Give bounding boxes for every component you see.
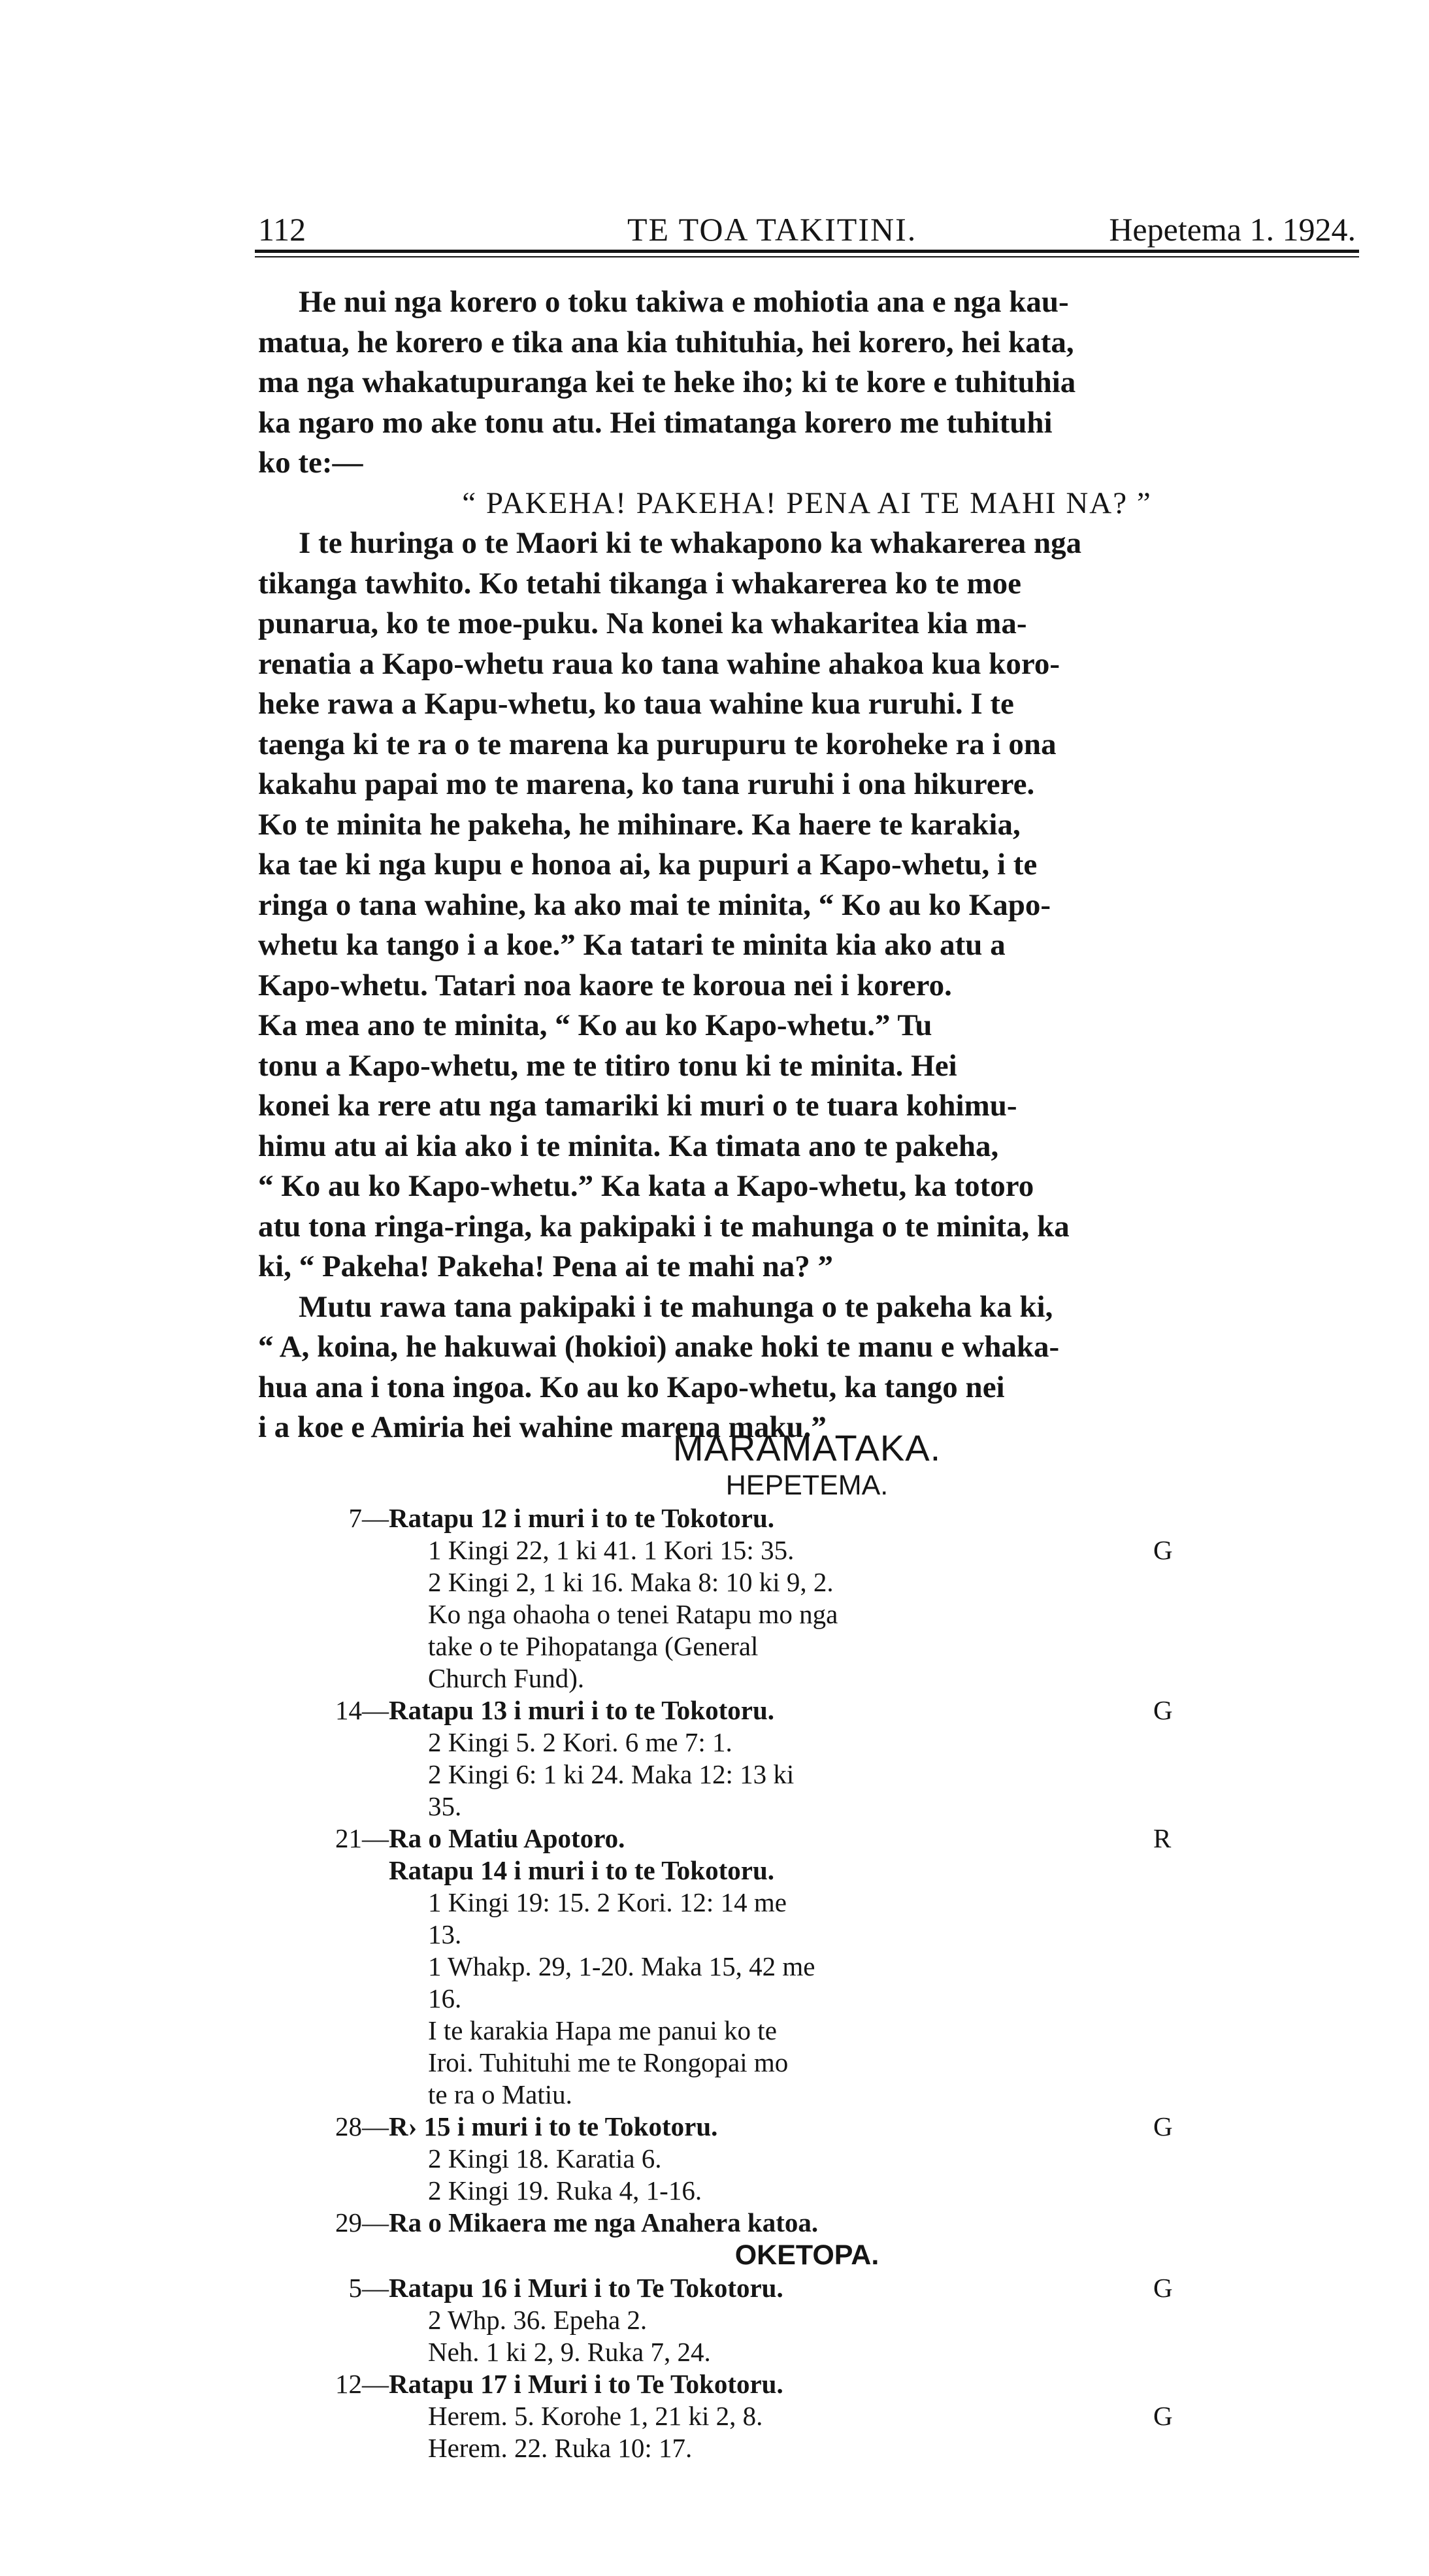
text-line: Ka mea ano te minita, “ Ko au ko Kapo-whetu.” Tu: [258, 1008, 932, 1042]
calendar-entry: [258, 1566, 1356, 1598]
calendar: [258, 1428, 1356, 2464]
calendar-day: 28—: [335, 2111, 389, 2141]
calendar-title: MARAMATAKA.: [672, 1427, 942, 1468]
calendar-day: 29—: [335, 2207, 389, 2237]
text-line: atu tona ringa-ringa, ka pakipaki i te mahunga o te minita, ka: [258, 1209, 1070, 1244]
month-heading: HEPETEMA.: [725, 1470, 889, 1501]
calendar-text: Ratapu 14 i muri i to te Tokotoru.: [389, 1855, 774, 1885]
month-heading: OKETOPA.: [734, 2239, 879, 2271]
issue-date: Hepetema 1. 1924.: [1109, 211, 1356, 248]
text-line: konei ka rere atu nga tamariki ki muri o te tuara kohimu-: [258, 1089, 1017, 1123]
text-line: He nui nga korero o toku takiwa e mohiotia ana e nga kau-: [299, 285, 1069, 319]
article: [258, 282, 1356, 1448]
calendar-entry: [258, 2207, 1356, 2239]
calendar-text: Ko nga ohaoha o tenei Ratapu mo nga: [428, 1599, 838, 1629]
calendar-text: Ra o Matiu Apotoro.: [389, 1823, 625, 1853]
calendar-entry: [258, 1534, 1356, 1566]
text-line: tonu a Kapo-whetu, me te titiro tonu ki te minita. Hei: [258, 1048, 957, 1083]
calendar-day: 5—: [348, 2273, 389, 2303]
liturgical-color-mark: G: [1153, 2273, 1173, 2303]
text-line: Mutu rawa tana pakipaki i te mahunga o te pakeha ka ki,: [299, 1289, 1053, 1324]
text-line: hua ana i tona ingoa. Ko au ko Kapo-whetu, ka tango nei: [258, 1370, 1005, 1404]
calendar-day: 14—: [335, 1695, 389, 1725]
text-line: ki, “ Pakeha! Pakeha! Pena ai te mahi na? ”: [258, 1249, 833, 1283]
calendar-text: R› 15 i muri i to te Tokotoru.: [389, 2111, 718, 2141]
calendar-text: Ratapu 13 i muri i to te Tokotoru.: [389, 1695, 774, 1725]
header-rule: [255, 250, 1359, 253]
liturgical-color-mark: R: [1153, 1823, 1172, 1853]
text-line: kakahu papai mo te marena, ko tana ruruhi i ona hikurere.: [258, 767, 1035, 801]
article-heading: “ PAKEHA! PAKEHA! PENA AI TE MAHI NA? ”: [462, 486, 1152, 520]
calendar-entry: [258, 2368, 1356, 2400]
liturgical-color-mark: G: [1153, 1535, 1173, 1565]
text-line: ka ngaro mo ake tonu atu. Hei timatanga korero me tuhituhi: [258, 405, 1053, 440]
text-line: whetu ka tango i a koe.” Ka tatari te minita kia ako atu a: [258, 928, 1006, 962]
text-line: I te huringa o te Maori ki te whakapono ka whakarerea nga: [299, 526, 1082, 560]
calendar-day: 7—: [348, 1503, 389, 1533]
calendar-entry: [258, 2432, 1356, 2464]
closing-paragraph: [258, 1287, 1356, 1448]
text-line: tikanga tawhito. Ko tetahi tikanga i whakarerea ko te moe: [258, 566, 1022, 601]
text-line: ma nga whakatupuranga kei te heke iho; ki te kore e tuhituhia: [258, 365, 1076, 399]
calendar-entry: [258, 2079, 1356, 2111]
calendar-entry: [258, 2400, 1356, 2432]
page-number: 112: [258, 211, 306, 248]
calendar-entry: [258, 2272, 1356, 2304]
calendar-entry: [258, 2143, 1356, 2175]
liturgical-color-mark: G: [1153, 2401, 1173, 2431]
text-line: Ko te minita he pakeha, he mihinare. Ka haere te karakia,: [258, 807, 1021, 842]
calendar-day: 12—: [335, 2369, 389, 2399]
calendar-text: Neh. 1 ki 2, 9. Ruka 7, 24.: [428, 2337, 711, 2367]
calendar-entry: [258, 1694, 1356, 1726]
calendar-entry: [258, 1502, 1356, 1534]
calendar-text: Herem. 5. Korohe 1, 21 ki 2, 8.: [428, 2401, 763, 2431]
text-line: ko te:—: [258, 446, 363, 480]
text-line: punarua, ko te moe-puku. Na konei ka whakaritea kia ma-: [258, 606, 1027, 640]
calendar-text: Ratapu 16 i Muri i to Te Tokotoru.: [389, 2273, 783, 2303]
intro-paragraph: [258, 282, 1356, 484]
calendar-entry: [258, 1791, 1356, 1823]
calendar-entry: [258, 1919, 1356, 1951]
calendar-text: 1 Whakp. 29, 1-20. Maka 15, 42 me: [428, 1951, 815, 1981]
text-line: i a koe e Amiria hei wahine marena maku.”: [258, 1410, 827, 1444]
calendar-text: 16.: [428, 1983, 462, 2013]
liturgical-color-mark: G: [1153, 2111, 1173, 2141]
calendar-text: 2 Whp. 36. Epeha 2.: [428, 2305, 648, 2335]
text-line: taenga ki te ra o te marena ka purupuru te koroheke ra i ona: [258, 727, 1057, 761]
calendar-text: Iroi. Tuhituhi me te Rongopai mo: [428, 2047, 789, 2077]
calendar-text: 2 Kingi 6: 1 ki 24. Maka 12: 13 ki: [428, 1759, 795, 1789]
journal-title: TE TOA TAKITINI.: [627, 211, 917, 248]
calendar-text: Church Fund).: [428, 1663, 585, 1693]
calendar-text: 35.: [428, 1791, 462, 1821]
calendar-text: 2 Kingi 19. Ruka 4, 1-16.: [428, 2175, 702, 2205]
calendar-list-october: [258, 2272, 1356, 2464]
calendar-entry: [258, 1855, 1356, 1887]
calendar-entry: [258, 2047, 1356, 2079]
liturgical-color-mark: G: [1153, 1695, 1173, 1725]
text-line: ringa o tana wahine, ka ako mai te minita, “ Ko au ko Kapo-: [258, 887, 1051, 922]
calendar-entry: [258, 2111, 1356, 2143]
calendar-entry: [258, 2336, 1356, 2368]
text-line: “ A, koina, he hakuwai (hokioi) anake hoki te manu e whaka-: [258, 1330, 1060, 1364]
calendar-entry: [258, 1598, 1356, 1630]
calendar-entry: [258, 1759, 1356, 1791]
text-line: ka tae ki nga kupu e honoa ai, ka pupuri a Kapo-whetu, i te: [258, 848, 1038, 882]
calendar-entry: [258, 1983, 1356, 2015]
text-line: “ Ko au ko Kapo-whetu.” Ka kata a Kapo-whetu, ka totoro: [258, 1169, 1034, 1203]
calendar-list-september: [258, 1502, 1356, 2239]
calendar-text: 13.: [428, 1919, 462, 1949]
calendar-text: I te karakia Hapa me panui ko te: [428, 2015, 777, 2045]
calendar-text: Ratapu 17 i Muri i to Te Tokotoru.: [389, 2369, 783, 2399]
calendar-text: Ratapu 12 i muri i to te Tokotoru.: [389, 1503, 774, 1533]
calendar-entry: [258, 1662, 1356, 1694]
calendar-entry: [258, 2304, 1356, 2336]
calendar-entry: [258, 1951, 1356, 1983]
calendar-entry: [258, 1726, 1356, 1759]
text-line: heke rawa a Kapu-whetu, ko taua wahine kua ruruhi. I te: [258, 687, 1014, 721]
calendar-text: 2 Kingi 5. 2 Kori. 6 me 7: 1.: [428, 1727, 732, 1757]
calendar-text: Herem. 22. Ruka 10: 17.: [428, 2433, 693, 2463]
header-rule-thin: [255, 256, 1359, 257]
running-header: [258, 210, 1356, 250]
calendar-text: te ra o Matiu.: [428, 2079, 572, 2109]
calendar-text: 1 Kingi 22, 1 ki 41. 1 Kori 15: 35.: [428, 1535, 795, 1565]
calendar-entry: [258, 2015, 1356, 2047]
text-line: Kapo-whetu. Tatari noa kaore te koroua nei i korero.: [258, 968, 952, 1002]
calendar-text: Ra o Mikaera me nga Anahera katoa.: [389, 2207, 819, 2237]
calendar-text: take o te Pihopatanga (General: [428, 1631, 759, 1661]
calendar-text: 2 Kingi 2, 1 ki 16. Maka 8: 10 ki 9, 2.: [428, 1567, 834, 1597]
calendar-entry: [258, 1630, 1356, 1662]
text-line: renatia a Kapo-whetu raua ko tana wahine ahakoa kua koro-: [258, 646, 1060, 681]
calendar-text: 1 Kingi 19: 15. 2 Kori. 12: 14 me: [428, 1887, 787, 1917]
calendar-day: 21—: [335, 1823, 389, 1853]
calendar-text: 2 Kingi 18. Karatia 6.: [428, 2143, 662, 2173]
text-line: himu atu ai kia ako i te minita. Ka timata ano te pakeha,: [258, 1129, 999, 1163]
calendar-entry: [258, 1887, 1356, 1919]
calendar-entry: [258, 2175, 1356, 2207]
calendar-entry: [258, 1823, 1356, 1855]
body-paragraph: [258, 523, 1356, 1287]
text-line: matua, he korero e tika ana kia tuhituhia, hei korero, hei kata,: [258, 325, 1074, 359]
